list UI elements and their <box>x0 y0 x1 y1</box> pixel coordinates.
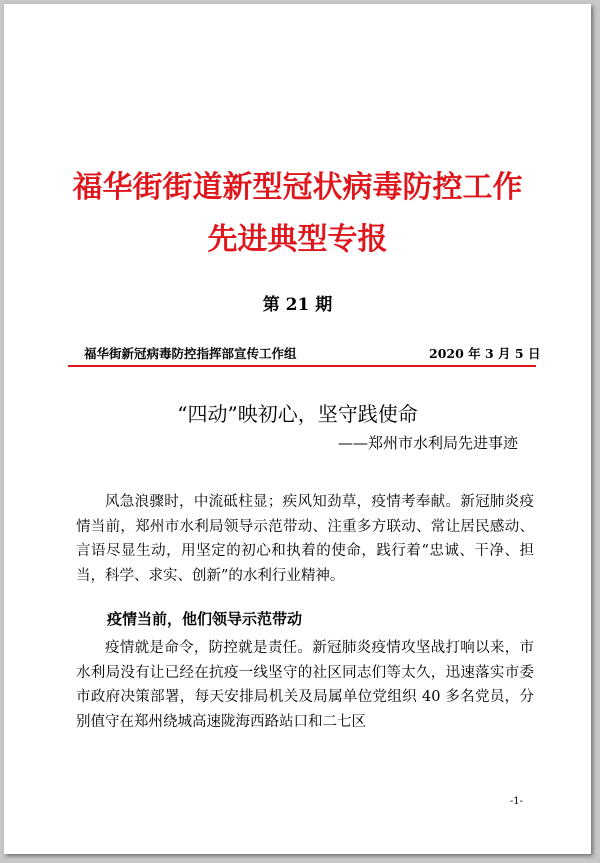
page-number: -1- <box>509 796 523 807</box>
article-paragraph: 疫情就是命令，防控就是责任。新冠肺炎疫情攻坚战打响以来，市水利局没有让已经在抗疫一线坚守的社区同志们等太久，迅速落实市委市政府决策部署，每天安排局机关及局属单位党组织 40 多名党员，分别值守在郑州绕城高速陇海西路站口和二七区 <box>76 640 534 730</box>
document-title-line1: 福华街街道新型冠状病毒防控工作 <box>72 170 523 205</box>
issue-date: 2020 年 3 月 5 日 <box>429 346 541 361</box>
document-page <box>4 4 591 854</box>
article-subheadline: ——郑州市水利局先进事迹 <box>338 434 519 452</box>
section-heading: 疫情当前，他们领导示范带动 <box>107 610 303 628</box>
issuing-organization: 福华街新冠病毒防控指挥部宣传工作组 <box>84 346 297 361</box>
article-headline: “四动”映初心，坚守践使命 <box>177 402 418 426</box>
document-title-line2: 先进典型专报 <box>207 222 388 257</box>
article-paragraph: 风急浪骤时，中流砥柱显；疾风知劲草，疫情考奉献。新冠肺炎疫情当前，郑州市水利局领导示范带动、注重多方联动、常让居民感动、言语尽显生动，用坚定的初心和执着的使命，践行着“忠诚、干净、担当，科学、求实、创新”的水利行业精神。 <box>76 494 534 584</box>
issue-number: 第 21 期 <box>262 295 333 315</box>
header-divider <box>68 365 536 367</box>
